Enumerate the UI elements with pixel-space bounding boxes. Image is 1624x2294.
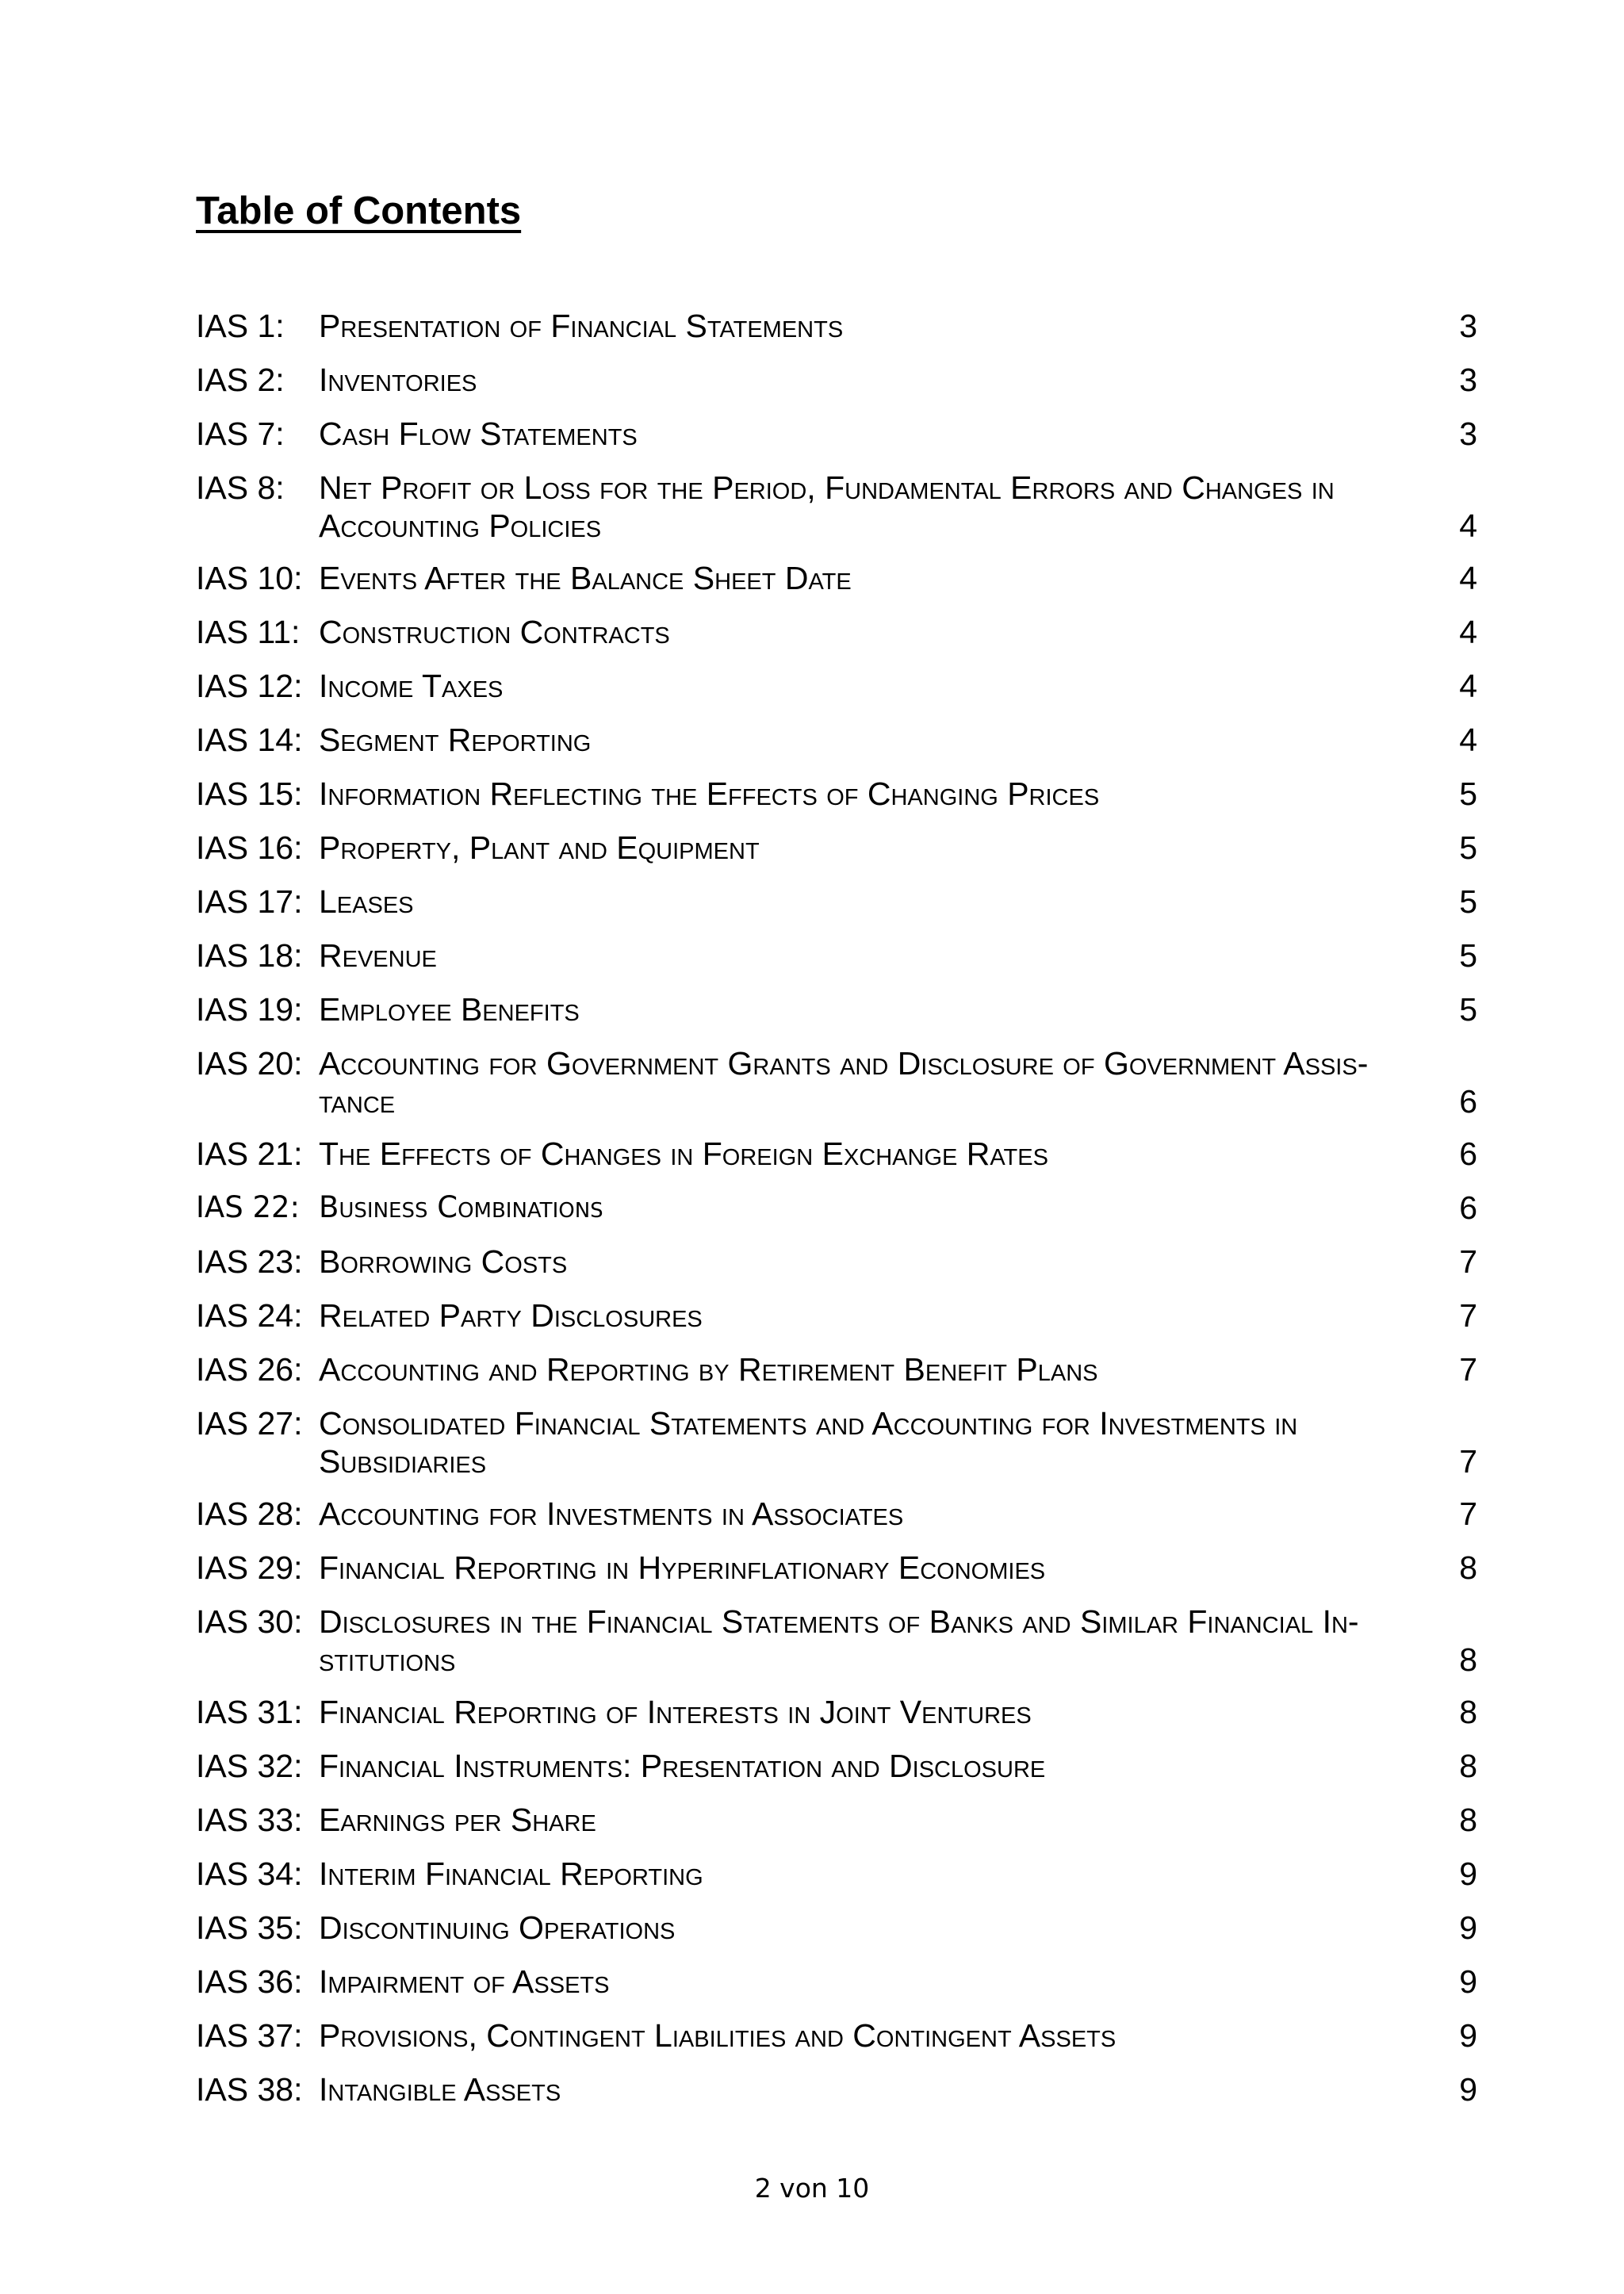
toc-entry-page: 4: [1459, 560, 1477, 596]
toc-entry-title: Financial Instruments: Presentation and Disclosure: [319, 1748, 1046, 1784]
toc-entry[interactable]: [196, 1350, 1477, 1388]
toc-entry-title: Discontinuing Operations: [319, 1909, 676, 1946]
toc-entry-page: 6: [1459, 1136, 1477, 1172]
toc-entry[interactable]: [196, 1801, 1477, 1839]
toc-entry-page: 3: [1459, 362, 1477, 398]
toc-entry[interactable]: [196, 1189, 1477, 1227]
toc-entry-page: 7: [1459, 1496, 1477, 1532]
toc-entry[interactable]: [196, 936, 1477, 975]
toc-entry-page: 7: [1459, 1351, 1477, 1388]
toc-entry-number: IAS 7:: [196, 416, 285, 452]
toc-entry[interactable]: [196, 1135, 1477, 1173]
toc-entry-page: 9: [1459, 1855, 1477, 1892]
toc-entry-page: 5: [1459, 883, 1477, 920]
toc-entry[interactable]: [196, 990, 1477, 1028]
toc-entry-page: 5: [1459, 776, 1477, 812]
toc-entry-title: Intangible Assets: [319, 2071, 561, 2108]
toc-entry-title: Construction Contracts: [319, 614, 670, 650]
toc-entry-page: 8: [1459, 1748, 1477, 1784]
toc-entry-number: IAS 11:: [196, 614, 301, 650]
toc-entry-title: Interim Financial Reporting: [319, 1855, 703, 1892]
toc-entry-title: Leases: [319, 883, 414, 920]
toc-entry-page: 4: [1459, 668, 1477, 704]
toc-entry[interactable]: [196, 667, 1477, 705]
toc-entry-number: IAS 15:: [196, 776, 303, 812]
toc-entry-number: IAS 16:: [196, 829, 303, 866]
toc-entry[interactable]: [196, 307, 1477, 345]
toc-entry-number: IAS 31:: [196, 1694, 303, 1730]
toc-entry-number: IAS 30:: [196, 1603, 303, 1640]
toc-entry[interactable]: [196, 1495, 1477, 1533]
toc-entry-title: Segment Reporting: [319, 722, 592, 758]
toc-entry-number: IAS 14:: [196, 722, 303, 758]
toc-entry[interactable]: [196, 361, 1477, 399]
page-footer: 2 von 10: [754, 2173, 870, 2204]
toc-entry-page: 5: [1459, 937, 1477, 974]
toc-entry-title: Related Party Disclosures: [319, 1297, 703, 1334]
toc-entry-page: 3: [1459, 308, 1477, 344]
toc-entry-page: 9: [1459, 2017, 1477, 2054]
toc-entry[interactable]: [196, 469, 1477, 545]
toc-entry-title: Inventories: [319, 362, 477, 398]
toc-entry-title: Property, Plant and Equipment: [319, 829, 760, 866]
page-title: Table of Contents: [196, 190, 522, 232]
toc-entry-page: 8: [1459, 1549, 1477, 1586]
toc-entry-number: IAS 38:: [196, 2071, 303, 2108]
toc-entry-number: IAS 20:: [196, 1045, 303, 1082]
toc-entry-title: Impairment of Assets: [319, 1963, 610, 2000]
toc-entry-title: Employee Benefits: [319, 991, 580, 1028]
toc-entry[interactable]: [196, 883, 1477, 921]
toc-entry-title: Accounting and Reporting by Retirement Benefit Plans: [319, 1351, 1098, 1388]
toc-entry-number: IAS 34:: [196, 1855, 303, 1892]
toc-entry[interactable]: [196, 775, 1477, 813]
toc-entry-number: IAS 32:: [196, 1748, 303, 1784]
toc-entry-page: 7: [1459, 1297, 1477, 1334]
toc-entry-title: The Effects of Changes in Foreign Exchange Rates: [319, 1136, 1048, 1172]
toc-entry-number: IAS 17:: [196, 883, 303, 920]
toc-entry[interactable]: [196, 1747, 1477, 1785]
toc-entry-page: 4: [1459, 722, 1477, 758]
toc-entry-page: 7: [1459, 1243, 1477, 1280]
toc-entry[interactable]: [196, 415, 1477, 453]
toc-entry-number: IAS 19:: [196, 991, 303, 1028]
toc-entry[interactable]: [196, 613, 1477, 651]
toc-entry-number: IAS 24:: [196, 1297, 303, 1334]
toc-entry-page: 9: [1459, 2071, 1477, 2108]
toc-entry[interactable]: [196, 1404, 1477, 1480]
toc-entry-page: 8: [1459, 1694, 1477, 1730]
toc-entry[interactable]: [196, 1296, 1477, 1335]
toc-entry-page: 3: [1459, 416, 1477, 452]
table-of-contents: [196, 307, 1477, 2124]
toc-entry-number: IAS 10:: [196, 560, 303, 596]
toc-entry[interactable]: [196, 721, 1477, 759]
toc-entry-page: 5: [1459, 991, 1477, 1028]
toc-entry-number: IAS 1:: [196, 308, 285, 344]
toc-entry-number: IAS 2:: [196, 362, 285, 398]
toc-entry-title: Disclosures in the Financial Statements of Banks and Similar Financial In-stitutions: [319, 1603, 1359, 1678]
toc-entry-title: Earnings per Share: [319, 1802, 596, 1838]
toc-entry-title: Events After the Balance Sheet Date: [319, 560, 852, 596]
toc-entry[interactable]: [196, 1855, 1477, 1893]
toc-entry-page: 4: [1459, 507, 1477, 544]
toc-entry-title: Presentation of Financial Statements: [319, 308, 844, 344]
toc-entry-number: IAS 35:: [196, 1909, 303, 1946]
toc-entry-title: Information Reflecting the Effects of Changing Prices: [319, 776, 1100, 812]
toc-entry-title: Consolidated Financial Statements and Accounting for Investments in Subsidiaries: [319, 1405, 1298, 1480]
toc-entry-page: 9: [1459, 1909, 1477, 1946]
toc-entry[interactable]: [196, 1963, 1477, 2001]
toc-entry-number: IAS 12:: [196, 668, 303, 704]
toc-entry[interactable]: [196, 829, 1477, 867]
toc-entry-number: IAS 29:: [196, 1549, 303, 1586]
toc-entry-page: 9: [1459, 1963, 1477, 2000]
toc-entry-page: 6: [1459, 1083, 1477, 1120]
toc-entry-page: 4: [1459, 614, 1477, 650]
toc-entry-page: 8: [1459, 1641, 1477, 1678]
toc-entry-title: Revenue: [319, 937, 437, 974]
toc-entry-title: Cash Flow Statements: [319, 416, 638, 452]
toc-entry-number: IAS 27:: [196, 1405, 303, 1442]
toc-entry-title: Accounting for Government Grants and Disclosure of Government Assis-tance: [319, 1045, 1369, 1120]
toc-entry-title: Financial Reporting of Interests in Joint Ventures: [319, 1694, 1032, 1730]
toc-entry-number: IAS 36:: [196, 1963, 303, 2000]
toc-entry[interactable]: [196, 1549, 1477, 1587]
toc-entry[interactable]: [196, 1603, 1477, 1679]
toc-entry[interactable]: [196, 2070, 1477, 2108]
toc-entry-number: IAS 33:: [196, 1802, 303, 1838]
toc-entry[interactable]: [196, 559, 1477, 597]
toc-entry-number: IAS 37:: [196, 2017, 303, 2054]
toc-entry-title: Accounting for Investments in Associates: [319, 1496, 904, 1532]
toc-entry-title: Provisions, Contingent Liabilities and Contingent Assets: [319, 2017, 1116, 2054]
toc-entry-title: Financial Reporting in Hyperinflationary Economies: [319, 1549, 1046, 1586]
toc-entry-number: IAS 26:: [196, 1351, 303, 1388]
toc-entry-number: IAS 22:: [196, 1190, 301, 1224]
toc-entry[interactable]: [196, 1243, 1477, 1281]
toc-entry-title: Business Combinations: [319, 1190, 603, 1224]
toc-entry-page: 5: [1459, 829, 1477, 866]
toc-entry[interactable]: [196, 1693, 1477, 1731]
toc-entry-number: IAS 8:: [196, 469, 285, 506]
toc-entry-number: IAS 18:: [196, 937, 303, 974]
toc-entry[interactable]: [196, 1909, 1477, 1947]
toc-entry[interactable]: [196, 2016, 1477, 2055]
toc-entry-number: IAS 21:: [196, 1136, 303, 1172]
toc-entry-page: 7: [1459, 1443, 1477, 1480]
toc-entry-page: 6: [1459, 1189, 1477, 1226]
toc-entry[interactable]: [196, 1044, 1477, 1120]
toc-entry-page: 8: [1459, 1802, 1477, 1838]
toc-entry-number: IAS 28:: [196, 1496, 303, 1532]
toc-entry-title: Income Taxes: [319, 668, 504, 704]
toc-entry-title: Borrowing Costs: [319, 1243, 568, 1280]
toc-entry-number: IAS 23:: [196, 1243, 303, 1280]
toc-entry-title: Net Profit or Loss for the Period, Fundamental Errors and Changes in Accounting Policies: [319, 469, 1335, 544]
